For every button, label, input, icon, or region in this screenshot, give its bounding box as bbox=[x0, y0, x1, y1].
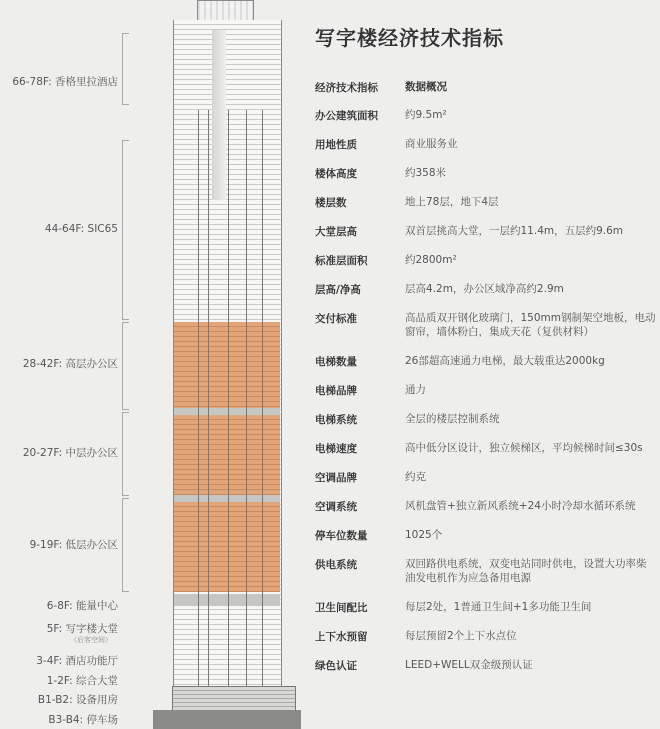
indicator-value: 商业服务业 bbox=[405, 138, 458, 150]
indicator-row bbox=[315, 253, 660, 282]
indicator-row bbox=[315, 557, 660, 600]
indicator-value: 层高4.2m，办公区域净高约2.9m bbox=[405, 283, 564, 295]
indicator-row bbox=[315, 629, 660, 658]
indicator-key: 停车位数量 bbox=[315, 530, 368, 542]
indicator-row bbox=[315, 224, 660, 253]
header-value: 数据概况 bbox=[405, 81, 447, 93]
indicator-key: 上下水预留 bbox=[315, 631, 368, 643]
tower-base bbox=[153, 710, 301, 729]
floor-label-parking: B3-B4: 停车场 bbox=[48, 714, 118, 726]
indicator-value: LEED+WELL双金级预认证 bbox=[405, 659, 533, 671]
indicator-value: 双回路供电系统，双变电站同时供电，设置大功率柴油发电机作为应急备用电源 bbox=[405, 558, 647, 584]
indicator-value: 每层预留2个上下水点位 bbox=[405, 630, 517, 642]
floor-label-hotel-hall: 3-4F: 酒店功能厅 bbox=[36, 655, 118, 667]
indicator-row bbox=[315, 470, 660, 499]
indicator-row bbox=[315, 441, 660, 470]
tower-band-low-office bbox=[174, 502, 280, 592]
floor-label-main-lobby: 1-2F: 综合大堂 bbox=[46, 675, 118, 687]
indicator-value: 地上78层，地下4层 bbox=[405, 196, 499, 208]
indicator-key: 空调系统 bbox=[315, 501, 357, 513]
floor-sublabel-lobby-office: （后客空间） bbox=[70, 636, 112, 644]
indicator-key: 楼层数 bbox=[315, 197, 347, 209]
indicator-key: 供电系统 bbox=[315, 559, 357, 571]
indicator-row bbox=[315, 658, 660, 687]
bracket-low-office bbox=[122, 498, 129, 592]
floor-label-hotel: 66-78F: 香格里拉酒店 bbox=[12, 76, 118, 88]
tower-elevation bbox=[150, 0, 310, 729]
indicator-value: 风机盘管+独立新风系统+24小时冷却水循环系统 bbox=[405, 500, 636, 512]
header-key: 经济技术指标 bbox=[315, 82, 378, 94]
indicator-value: 约2800m² bbox=[405, 254, 457, 266]
indicator-row bbox=[315, 354, 660, 383]
indicator-row bbox=[315, 412, 660, 441]
floor-label-lobby-office: 5F: 写字楼大堂 bbox=[46, 623, 118, 635]
tower-core-line bbox=[262, 110, 263, 710]
indicator-key: 标准层面积 bbox=[315, 255, 368, 267]
indicator-key: 层高/净高 bbox=[315, 284, 361, 296]
indicator-row bbox=[315, 311, 660, 354]
indicator-key: 电梯品牌 bbox=[315, 385, 357, 397]
indicator-value: 双首层挑高大堂，一层约11.4m，五层约9.6m bbox=[405, 225, 624, 237]
indicator-row bbox=[315, 195, 660, 224]
tower-band-mid-office bbox=[174, 415, 280, 495]
indicator-value: 约358米 bbox=[405, 167, 447, 179]
indicator-row bbox=[315, 528, 660, 557]
indicator-table bbox=[315, 80, 660, 687]
indicator-key: 卫生间配比 bbox=[315, 602, 368, 614]
indicator-value: 全层的楼层控制系统 bbox=[405, 413, 500, 425]
tower-core-line bbox=[228, 110, 229, 710]
indicator-value: 约9.5m² bbox=[405, 109, 447, 121]
floor-label-energy: 6-8F: 能量中心 bbox=[46, 600, 118, 612]
indicator-value: 高品质双开钢化玻璃门，150mm钢制架空地板，电动窗帘，墙体粉白，集成天花（复供材料） bbox=[405, 312, 656, 338]
bracket-hotel bbox=[122, 33, 129, 105]
indicator-key: 绿色认证 bbox=[315, 660, 357, 672]
indicator-key: 电梯速度 bbox=[315, 443, 357, 455]
indicator-row bbox=[315, 600, 660, 629]
indicator-key: 办公建筑面积 bbox=[315, 110, 378, 122]
floor-label-mid-office: 20-27F: 中层办公区 bbox=[22, 447, 118, 459]
indicator-row bbox=[315, 108, 660, 137]
indicator-key: 空调品牌 bbox=[315, 472, 357, 484]
indicator-row bbox=[315, 166, 660, 195]
tower-podium bbox=[172, 686, 296, 712]
indicator-key: 楼体高度 bbox=[315, 168, 357, 180]
tower-core-line bbox=[198, 110, 199, 710]
indicator-key: 交付标准 bbox=[315, 313, 357, 325]
indicator-value: 26部超高速通力电梯，最大载重达2000kg bbox=[405, 355, 605, 367]
floor-label-sic65: 44-64F: SIC65 bbox=[44, 223, 118, 235]
tower-core-line bbox=[246, 110, 247, 710]
indicator-value: 高中低分区设计，独立候梯区，平均候梯时间≤30s bbox=[405, 442, 643, 454]
indicator-row bbox=[315, 499, 660, 528]
tower-band-high-office bbox=[174, 322, 280, 408]
indicator-key: 大堂层高 bbox=[315, 226, 357, 238]
indicator-key: 电梯数量 bbox=[315, 356, 357, 368]
bracket-sic65 bbox=[122, 140, 129, 320]
floor-label-low-office: 9-19F: 低层办公区 bbox=[29, 539, 118, 551]
indicator-row bbox=[315, 137, 660, 166]
tower-core-line bbox=[208, 110, 209, 710]
indicator-value: 每层2处，1普通卫生间+1多功能卫生间 bbox=[405, 601, 592, 613]
tower-band-refuge-1 bbox=[174, 408, 280, 415]
indicator-row bbox=[315, 282, 660, 311]
floor-label-equipment: B1-B2: 设备用房 bbox=[37, 694, 118, 706]
bracket-high-office bbox=[122, 322, 129, 410]
indicator-key: 用地性质 bbox=[315, 139, 357, 151]
tower-core-shade bbox=[212, 30, 226, 200]
indicator-value: 约克 bbox=[405, 471, 426, 483]
indicator-value: 通力 bbox=[405, 384, 426, 396]
indicator-header-row bbox=[315, 80, 660, 108]
indicator-value: 1025个 bbox=[405, 529, 443, 541]
tower-band-energy bbox=[174, 594, 280, 606]
panel-title: 写字楼经济技术指标 bbox=[315, 26, 504, 50]
indicator-key: 电梯系统 bbox=[315, 414, 357, 426]
floor-label-high-office: 28-42F: 高层办公区 bbox=[22, 358, 118, 370]
tower-band-refuge-2 bbox=[174, 495, 280, 502]
bracket-mid-office bbox=[122, 412, 129, 496]
indicator-row bbox=[315, 383, 660, 412]
